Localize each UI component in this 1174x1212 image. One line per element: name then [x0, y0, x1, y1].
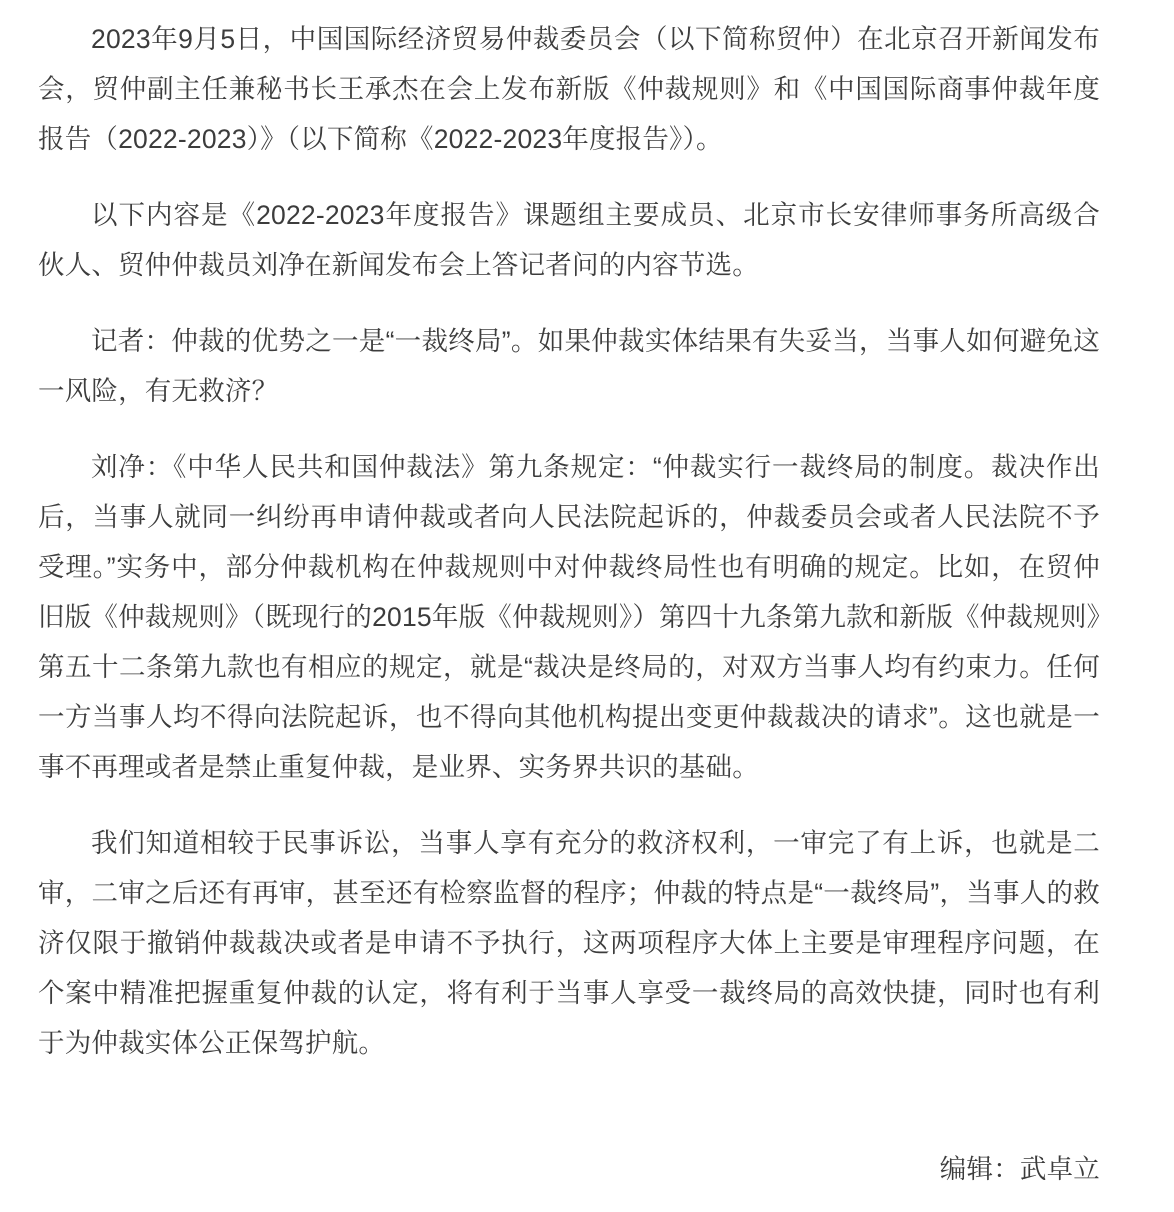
article-paragraph-lede: 2023年9月5日，中国国际经济贸易仲裁委员会（以下简称贸仲）在北京召开新闻发布会，贸仲副主任兼秘书长王承杰在会上发布新版《仲裁规则》和《中国国际商事仲裁年度报告（2022-2023）》（以下简称《2022-2023年度报告》）。 [38, 24, 1100, 154]
editor-credit: 编辑：武卓立 [939, 1154, 1100, 1184]
article-paragraph-intro: 以下内容是《2022-2023年度报告》课题组主要成员、北京市长安律师事务所高级合伙人、贸仲仲裁员刘净在新闻发布会上答记者问的内容节选。 [38, 200, 1100, 280]
article-paragraph-answer-1: 刘净：《中华人民共和国仲裁法》第九条规定：“仲裁实行一裁终局的制度。裁决作出后，当事人就同一纠纷再申请仲裁或者向人民法院起诉的，仲裁委员会或者人民法院不予受理。”实务中，部分仲裁机构在仲裁规则中对仲裁终局性也有明确的规定。比如，在贸仲旧版《仲裁规则》（既现行的2015年版《仲裁规则》）第四十九条第九款和新版《仲裁规则》第五十二条第九款也有相应的规定，就是“裁决是终局的，对双方当事人均有约束力。任何一方当事人均不得向法院起诉，也不得向其他机构提出变更仲裁裁决的请求”。这也就是一事不再理或者是禁止重复仲裁，是业界、实务界共识的基础。 [38, 452, 1100, 782]
article-paragraph-answer-2: 我们知道相较于民事诉讼，当事人享有充分的救济权利，一审完了有上诉，也就是二审，二审之后还有再审，甚至还有检察监督的程序；仲裁的特点是“一裁终局”，当事人的救济仅限于撤销仲裁裁决或者是申请不予执行，这两项程序大体上主要是审理程序问题，在个案中精准把握重复仲裁的认定，将有利于当事人享受一裁终局的高效快捷，同时也有利于为仲裁实体公正保驾护航。 [38, 828, 1100, 1058]
article-paragraph-question: 记者：仲裁的优势之一是“一裁终局”。如果仲裁实体结果有失妥当，当事人如何避免这一风险，有无救济？ [38, 326, 1100, 406]
credit-spacer [38, 1094, 1100, 1108]
